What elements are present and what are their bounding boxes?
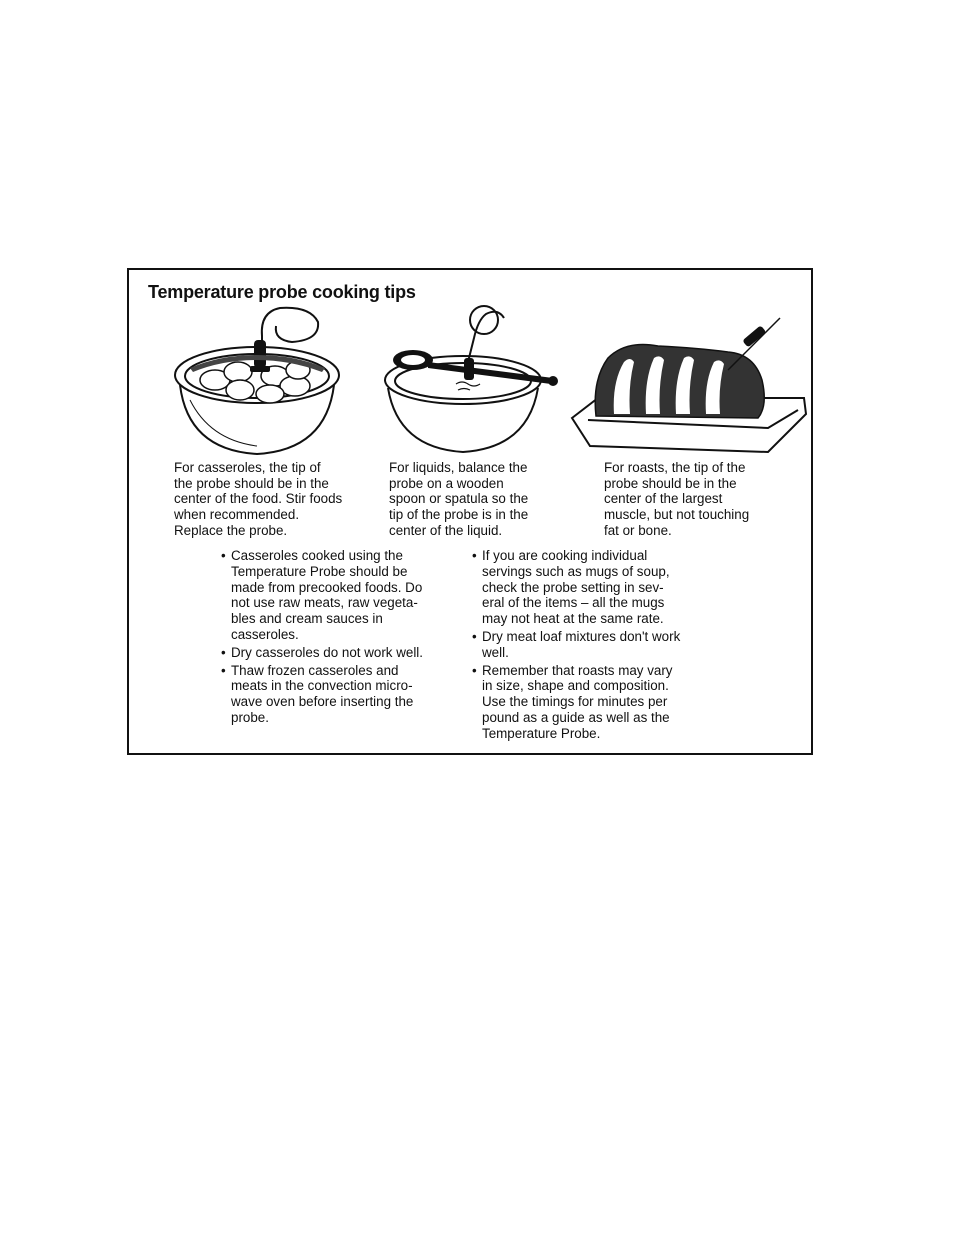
casserole-bowl-with-probe-icon — [170, 300, 350, 460]
caption-liquids: For liquids, balance the probe on a wooden spoon or spatula so the tip of the probe is in the center of the liquid. — [389, 460, 529, 538]
caption-roasts: For roasts, the tip of the probe should be in the center of the largest muscle, but not touching fat or bone. — [604, 460, 750, 538]
bullet-text: Remember that roasts may vary in size, shape and composition. Use the timings for minutes per pound as a guide as well as the Temperature Probe. — [482, 662, 673, 741]
list-item — [472, 663, 722, 742]
bullet-symbol: • — [472, 548, 477, 563]
bullet-text: Thaw frozen casseroles and meats in the convection micro- wave oven before inserting the probe. — [231, 662, 414, 725]
list-item — [472, 629, 722, 661]
bullet-symbol: • — [472, 628, 477, 644]
bullet-list-right — [472, 548, 722, 744]
list-item — [221, 548, 461, 643]
list-item — [221, 645, 461, 661]
liquid-bowl-with-spoon-probe-icon — [378, 298, 563, 458]
bullet-list-left — [221, 548, 461, 728]
bullet-symbol: • — [221, 548, 226, 563]
bullet-symbol: • — [472, 662, 477, 678]
bullet-text: Dry casseroles do not work well. — [231, 644, 424, 660]
bullet-text: If you are cooking individual servings such as mugs of soup, check the probe setting in sev- eral of the items – all the mugs may not heat at the same rate. — [482, 548, 670, 627]
panel-title: Temperature probe cooking tips — [148, 282, 416, 302]
bullet-text: Casseroles cooked using the Temperature Probe should be made from precooked foods. Do not use raw meats, raw vegeta- bles and cream sauces in casseroles. — [231, 548, 423, 642]
bullet-text: Dry meat loaf mixtures don't work well. — [482, 628, 681, 660]
roast-in-pan-with-probe-icon — [568, 310, 813, 460]
bullet-symbol: • — [221, 644, 226, 660]
bullet-symbol: • — [221, 662, 226, 678]
caption-casseroles: For casseroles, the tip of the probe should be in the center of the food. Stir foods when recommended. Replace the probe. — [174, 460, 343, 538]
list-item — [221, 663, 461, 726]
list-item — [472, 548, 722, 627]
